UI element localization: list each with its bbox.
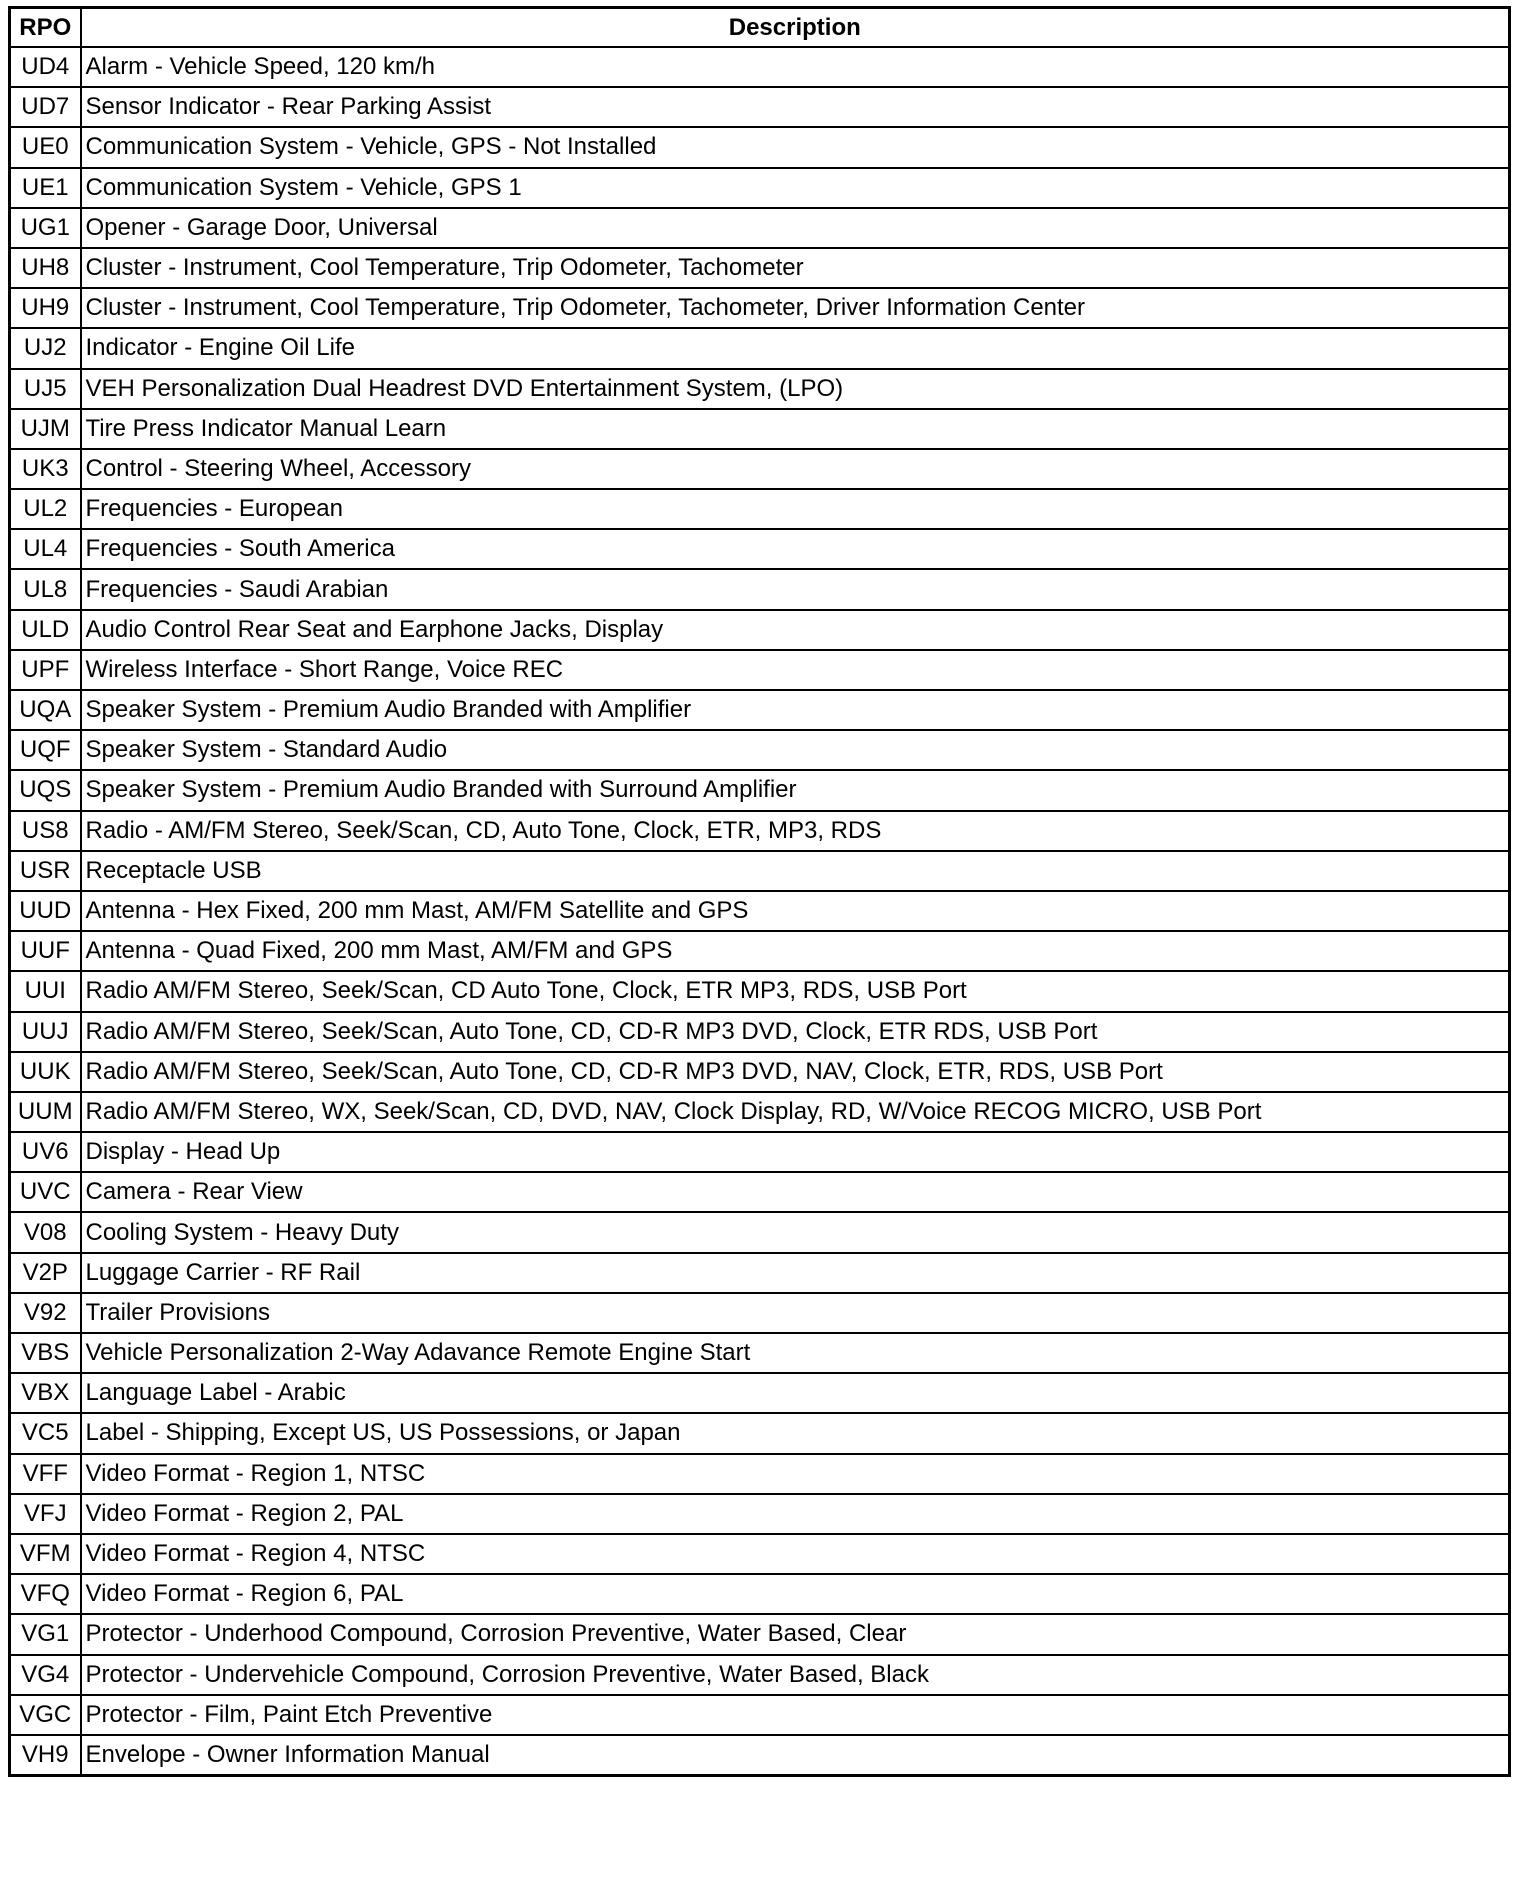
table-row bbox=[10, 1494, 1510, 1534]
rpo-code-cell: UUJ bbox=[10, 1012, 81, 1052]
description-cell: Frequencies - Saudi Arabian bbox=[81, 569, 1510, 609]
description-cell: Indicator - Engine Oil Life bbox=[81, 328, 1510, 368]
rpo-code-cell: VG4 bbox=[10, 1655, 81, 1695]
description-cell: Envelope - Owner Information Manual bbox=[81, 1735, 1510, 1776]
table-row bbox=[10, 168, 1510, 208]
table-row bbox=[10, 1172, 1510, 1212]
table-row bbox=[10, 328, 1510, 368]
table-row bbox=[10, 489, 1510, 529]
description-cell: Video Format - Region 1, NTSC bbox=[81, 1454, 1510, 1494]
table-row bbox=[10, 1212, 1510, 1252]
rpo-code-cell: US8 bbox=[10, 811, 81, 851]
table-row bbox=[10, 1695, 1510, 1735]
table-row bbox=[10, 931, 1510, 971]
description-cell: Communication System - Vehicle, GPS - Not Installed bbox=[81, 127, 1510, 167]
rpo-code-cell: UPF bbox=[10, 650, 81, 690]
rpo-code-cell: VFQ bbox=[10, 1574, 81, 1614]
rpo-code-cell: UL4 bbox=[10, 529, 81, 569]
rpo-code-cell: USR bbox=[10, 851, 81, 891]
table-row bbox=[10, 569, 1510, 609]
table-row bbox=[10, 770, 1510, 810]
description-cell: Protector - Film, Paint Etch Preventive bbox=[81, 1695, 1510, 1735]
table-row bbox=[10, 1534, 1510, 1574]
description-cell: Audio Control Rear Seat and Earphone Jacks, Display bbox=[81, 610, 1510, 650]
table-row bbox=[10, 1655, 1510, 1695]
rpo-code-cell: UK3 bbox=[10, 449, 81, 489]
rpo-code-cell: VFM bbox=[10, 1534, 81, 1574]
table-row bbox=[10, 891, 1510, 931]
table-row bbox=[10, 1092, 1510, 1132]
description-cell: Protector - Undervehicle Compound, Corrosion Preventive, Water Based, Black bbox=[81, 1655, 1510, 1695]
description-cell: Antenna - Quad Fixed, 200 mm Mast, AM/FM and GPS bbox=[81, 931, 1510, 971]
table-row bbox=[10, 127, 1510, 167]
table-row bbox=[10, 1052, 1510, 1092]
table-row bbox=[10, 1333, 1510, 1373]
rpo-code-cell: UG1 bbox=[10, 208, 81, 248]
table-row bbox=[10, 1132, 1510, 1172]
table-row bbox=[10, 409, 1510, 449]
description-cell: VEH Personalization Dual Headrest DVD Entertainment System, (LPO) bbox=[81, 369, 1510, 409]
table-row bbox=[10, 1373, 1510, 1413]
rpo-code-cell: VBS bbox=[10, 1333, 81, 1373]
description-cell: Tire Press Indicator Manual Learn bbox=[81, 409, 1510, 449]
rpo-code-cell: UL2 bbox=[10, 489, 81, 529]
rpo-code-cell: UQF bbox=[10, 730, 81, 770]
rpo-code-cell: VFJ bbox=[10, 1494, 81, 1534]
description-cell: Label - Shipping, Except US, US Possessions, or Japan bbox=[81, 1413, 1510, 1453]
description-cell: Luggage Carrier - RF Rail bbox=[81, 1253, 1510, 1293]
rpo-code-cell: UE1 bbox=[10, 168, 81, 208]
table-row bbox=[10, 208, 1510, 248]
rpo-code-cell: UUI bbox=[10, 971, 81, 1011]
description-cell: Camera - Rear View bbox=[81, 1172, 1510, 1212]
rpo-code-cell: UV6 bbox=[10, 1132, 81, 1172]
description-cell: Frequencies - European bbox=[81, 489, 1510, 529]
rpo-code-cell: UD7 bbox=[10, 87, 81, 127]
table-row bbox=[10, 1293, 1510, 1333]
description-cell: Cluster - Instrument, Cool Temperature, Trip Odometer, Tachometer bbox=[81, 248, 1510, 288]
rpo-code-cell: UUF bbox=[10, 931, 81, 971]
table-row bbox=[10, 248, 1510, 288]
table-row bbox=[10, 47, 1510, 87]
table-row bbox=[10, 650, 1510, 690]
description-cell: Video Format - Region 2, PAL bbox=[81, 1494, 1510, 1534]
rpo-code-cell: UQA bbox=[10, 690, 81, 730]
table-row bbox=[10, 971, 1510, 1011]
header-rpo: RPO bbox=[10, 8, 81, 48]
table-row bbox=[10, 851, 1510, 891]
table-row bbox=[10, 369, 1510, 409]
rpo-code-cell: V92 bbox=[10, 1293, 81, 1333]
description-cell: Alarm - Vehicle Speed, 120 km/h bbox=[81, 47, 1510, 87]
rpo-code-cell: UH9 bbox=[10, 288, 81, 328]
rpo-code-cell: UJ2 bbox=[10, 328, 81, 368]
table-header-row bbox=[10, 8, 1510, 48]
rpo-table bbox=[8, 6, 1511, 1777]
rpo-code-cell: VFF bbox=[10, 1454, 81, 1494]
rpo-code-cell: UJ5 bbox=[10, 369, 81, 409]
table-row bbox=[10, 690, 1510, 730]
description-cell: Speaker System - Premium Audio Branded with Surround Amplifier bbox=[81, 770, 1510, 810]
description-cell: Video Format - Region 4, NTSC bbox=[81, 1534, 1510, 1574]
rpo-code-cell: UE0 bbox=[10, 127, 81, 167]
rpo-code-cell: V08 bbox=[10, 1212, 81, 1252]
rpo-code-cell: UL8 bbox=[10, 569, 81, 609]
rpo-code-cell: VBX bbox=[10, 1373, 81, 1413]
description-cell: Wireless Interface - Short Range, Voice REC bbox=[81, 650, 1510, 690]
description-cell: Cluster - Instrument, Cool Temperature, Trip Odometer, Tachometer, Driver Information Center bbox=[81, 288, 1510, 328]
table-row bbox=[10, 610, 1510, 650]
description-cell: Frequencies - South America bbox=[81, 529, 1510, 569]
table-row bbox=[10, 1614, 1510, 1654]
table-body bbox=[10, 47, 1510, 1776]
rpo-code-cell: UD4 bbox=[10, 47, 81, 87]
rpo-code-cell: UUM bbox=[10, 1092, 81, 1132]
description-cell: Video Format - Region 6, PAL bbox=[81, 1574, 1510, 1614]
table-row bbox=[10, 1012, 1510, 1052]
description-cell: Cooling System - Heavy Duty bbox=[81, 1212, 1510, 1252]
description-cell: Radio - AM/FM Stereo, Seek/Scan, CD, Auto Tone, Clock, ETR, MP3, RDS bbox=[81, 811, 1510, 851]
description-cell: Vehicle Personalization 2-Way Adavance Remote Engine Start bbox=[81, 1333, 1510, 1373]
rpo-code-cell: UQS bbox=[10, 770, 81, 810]
description-cell: Trailer Provisions bbox=[81, 1293, 1510, 1333]
rpo-code-cell: ULD bbox=[10, 610, 81, 650]
description-cell: Speaker System - Standard Audio bbox=[81, 730, 1510, 770]
description-cell: Communication System - Vehicle, GPS 1 bbox=[81, 168, 1510, 208]
rpo-code-cell: UUK bbox=[10, 1052, 81, 1092]
table-row bbox=[10, 1253, 1510, 1293]
table-row bbox=[10, 1413, 1510, 1453]
description-cell: Display - Head Up bbox=[81, 1132, 1510, 1172]
rpo-code-cell: UH8 bbox=[10, 248, 81, 288]
rpo-code-cell: UUD bbox=[10, 891, 81, 931]
table-row bbox=[10, 730, 1510, 770]
description-cell: Radio AM/FM Stereo, Seek/Scan, CD Auto Tone, Clock, ETR MP3, RDS, USB Port bbox=[81, 971, 1510, 1011]
table-row bbox=[10, 1735, 1510, 1776]
description-cell: Opener - Garage Door, Universal bbox=[81, 208, 1510, 248]
rpo-code-cell: VH9 bbox=[10, 1735, 81, 1776]
description-cell: Radio AM/FM Stereo, Seek/Scan, Auto Tone, CD, CD-R MP3 DVD, Clock, ETR RDS, USB Port bbox=[81, 1012, 1510, 1052]
table-row bbox=[10, 1574, 1510, 1614]
description-cell: Receptacle USB bbox=[81, 851, 1510, 891]
description-cell: Protector - Underhood Compound, Corrosion Preventive, Water Based, Clear bbox=[81, 1614, 1510, 1654]
table-row bbox=[10, 1454, 1510, 1494]
header-description: Description bbox=[81, 8, 1510, 48]
rpo-code-cell: VGC bbox=[10, 1695, 81, 1735]
rpo-code-cell: UVC bbox=[10, 1172, 81, 1212]
table-row bbox=[10, 449, 1510, 489]
rpo-code-cell: UJM bbox=[10, 409, 81, 449]
description-cell: Language Label - Arabic bbox=[81, 1373, 1510, 1413]
rpo-code-cell: VG1 bbox=[10, 1614, 81, 1654]
table-row bbox=[10, 87, 1510, 127]
description-cell: Control - Steering Wheel, Accessory bbox=[81, 449, 1510, 489]
description-cell: Antenna - Hex Fixed, 200 mm Mast, AM/FM Satellite and GPS bbox=[81, 891, 1510, 931]
table-row bbox=[10, 529, 1510, 569]
rpo-code-cell: VC5 bbox=[10, 1413, 81, 1453]
description-cell: Radio AM/FM Stereo, WX, Seek/Scan, CD, DVD, NAV, Clock Display, RD, W/Voice RECOG MICRO, USB Port bbox=[81, 1092, 1510, 1132]
description-cell: Sensor Indicator - Rear Parking Assist bbox=[81, 87, 1510, 127]
table-row bbox=[10, 288, 1510, 328]
table-row bbox=[10, 811, 1510, 851]
description-cell: Speaker System - Premium Audio Branded with Amplifier bbox=[81, 690, 1510, 730]
description-cell: Radio AM/FM Stereo, Seek/Scan, Auto Tone, CD, CD-R MP3 DVD, NAV, Clock, ETR, RDS, USB Port bbox=[81, 1052, 1510, 1092]
rpo-code-cell: V2P bbox=[10, 1253, 81, 1293]
